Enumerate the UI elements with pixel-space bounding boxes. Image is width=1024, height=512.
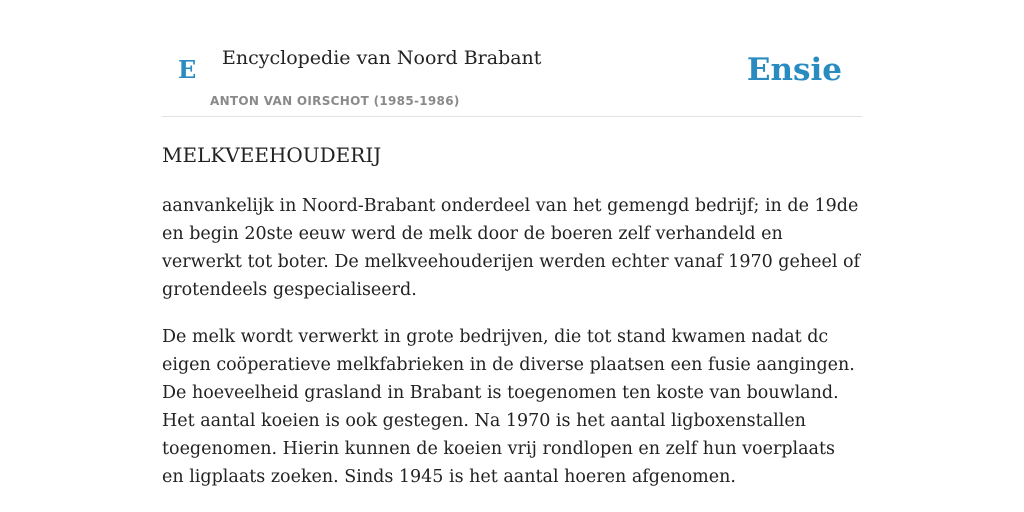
encyclopedia-logo[interactable]: E <box>178 55 197 84</box>
encyclopedia-author: ANTON VAN OIRSCHOT (1985-1986) <box>210 94 460 108</box>
article-paragraph: aanvankelijk in Noord-Brabant onderdeel van het gemengd bedrijf; in de 19de en begin 20ste eeuw werd de melk door de boeren zelf verhandeld en verwerkt tot boter. De melkveehouderijen werden echter vanaf 1970 geheel of grotendeels gespecialiseerd. <box>162 196 861 300</box>
article-paragraph: De melk wordt verwerkt in grote bedrijven, die tot stand kwamen nadat dc eigen coöperatieve melkfabrieken in de diverse plaatsen een fusie aangingen. De hoeveelheid grasland in Brabant is toegenomen ten koste van bouwland. Het aantal koeien is ook gestegen. Na 1970 is het aantal ligboxenstallen toegenomen. Hierin kunnen de koeien vrij rondlopen en zelf hun voerplaats en ligplaats zoeken. Sinds 1945 is het aantal hoeren afgenomen. <box>162 327 855 487</box>
encyclopedia-title[interactable]: Encyclopedie van Noord Brabant <box>222 47 542 69</box>
article <box>162 140 862 491</box>
page-header <box>162 0 862 117</box>
article-title: MELKVEEHOUDERIJ <box>162 143 382 167</box>
ensie-logo[interactable]: Ensie <box>746 52 842 88</box>
